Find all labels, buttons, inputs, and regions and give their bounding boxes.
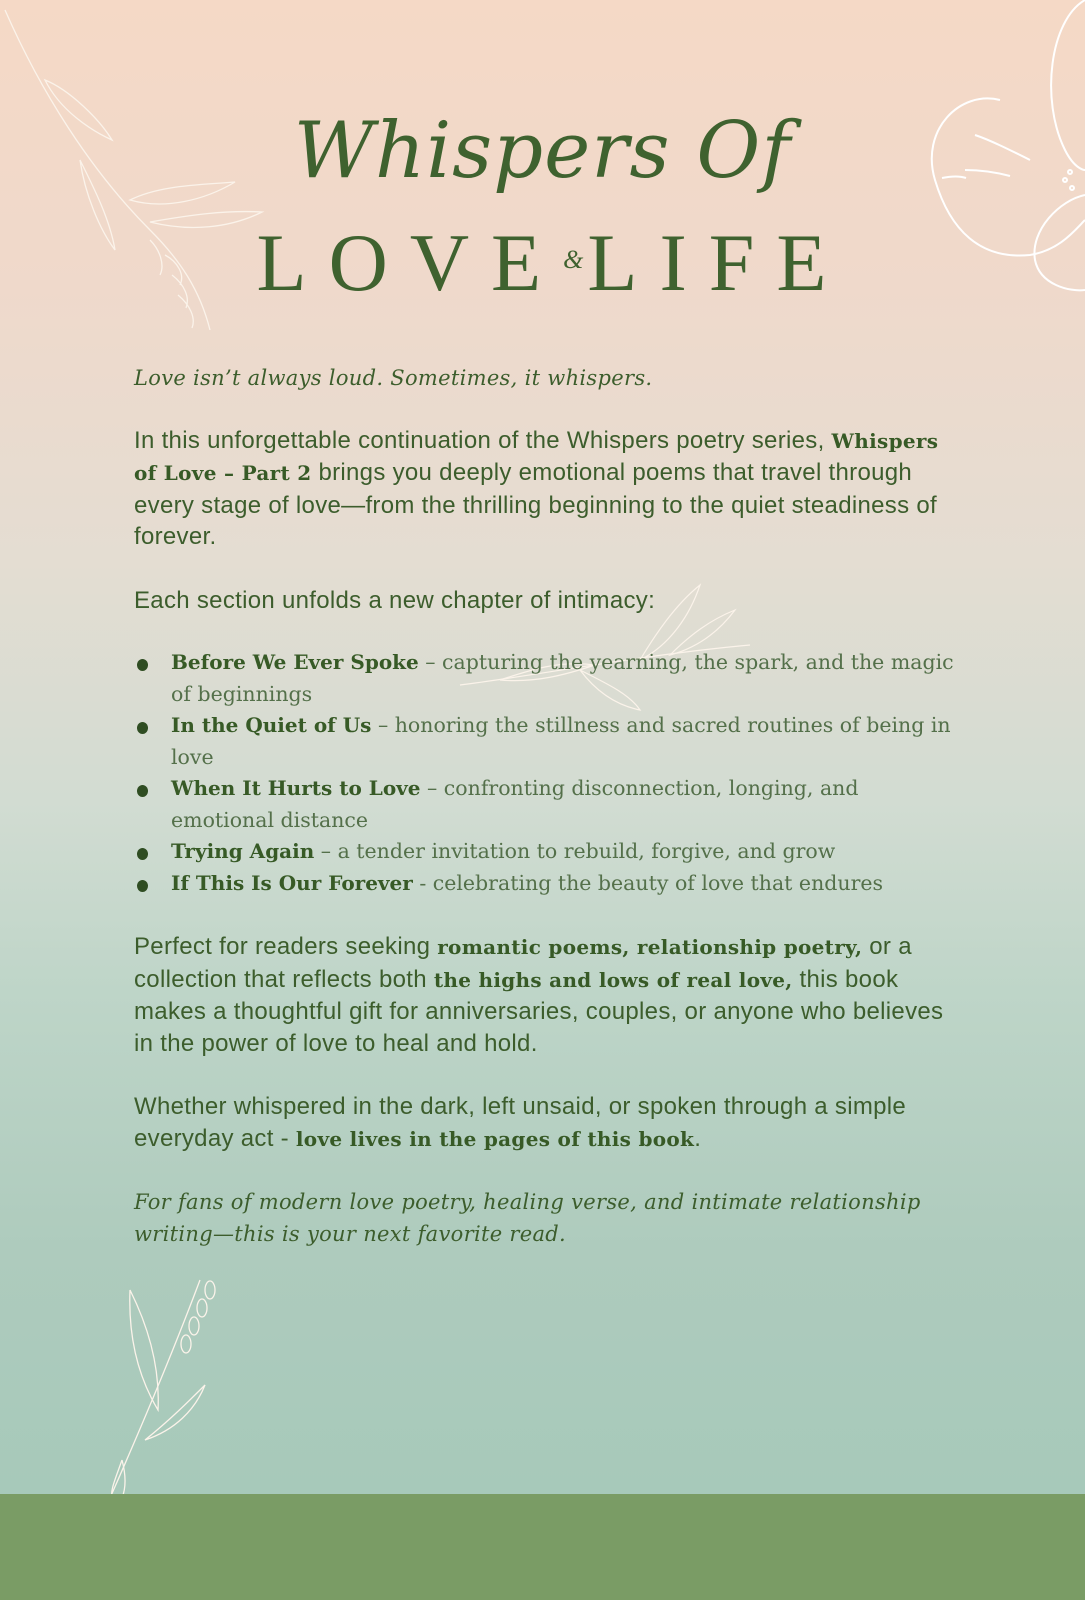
- book-title: [0, 106, 1085, 308]
- title-script-line: Whispers Of: [293, 106, 792, 196]
- lead-tagline: Love isn’t always loud. Sometimes, it whispers.: [134, 366, 653, 390]
- perfect-bold-1: romantic poems, relationship poetry,: [437, 935, 863, 959]
- list-item: [134, 710, 954, 773]
- section-title: If This Is Our Forever: [171, 870, 413, 895]
- list-item: [134, 773, 954, 836]
- section-title: Trying Again: [171, 839, 315, 863]
- whether-bold: love lives in the pages of this book: [295, 1126, 695, 1151]
- section-title: In the Quiet of Us: [171, 713, 372, 737]
- whether-paragraph: [134, 1091, 954, 1155]
- title-ampersand: &: [563, 245, 588, 274]
- list-item: [134, 647, 954, 710]
- title-life: LIFE: [587, 217, 849, 308]
- intro-book-name: Whispers of Love – Part 2: [134, 428, 939, 485]
- perfect-for-paragraph: [134, 931, 954, 1059]
- footer-band: [0, 1494, 1085, 1600]
- book-description: [134, 363, 954, 1250]
- intro-paragraph: [134, 425, 954, 553]
- title-love: LOVE: [256, 217, 564, 308]
- intro-text: In this unforgettable continuation of the Whispers poetry series,: [134, 426, 832, 454]
- perfect-bold-2: the highs and lows of real love,: [433, 967, 793, 992]
- perfect-text-end: this book makes a thoughtful gift for anniversaries, couples, or anyone who believes in the power of love to heal and hold.: [134, 965, 944, 1057]
- section-title: When It Hurts to Love: [171, 776, 421, 800]
- perfect-text-mid: or a collection that reflects both: [134, 933, 912, 993]
- whether-text-end: .: [694, 1124, 702, 1152]
- leaf-sprig-bottom-left-icon: [70, 1270, 290, 1500]
- section-desc: - celebrating the beauty of love that endures: [412, 870, 884, 895]
- whether-text: Whether whispered in the dark, left unsaid, or spoken through a simple everyday act -: [134, 1093, 907, 1152]
- section-title: Before We Ever Spoke: [171, 650, 419, 674]
- section-desc: – confronting disconnection, longing, and emotional distance: [171, 776, 859, 832]
- section-desc: – honoring the stillness and sacred routines of being in love: [171, 713, 951, 769]
- closing-line: For fans of modern love poetry, healing verse, and intimate relationship writing—this is your next favorite read.: [134, 1190, 921, 1246]
- list-item: [134, 836, 954, 868]
- intro-text-end: brings you deeply emotional poems that travel through every stage of love—from the thrilling beginning to the quiet steadiness of forever.: [134, 459, 937, 550]
- perfect-text: Perfect for readers seeking: [134, 933, 438, 960]
- title-caps-line: [0, 217, 1085, 308]
- section-desc: – a tender invitation to rebuild, forgive, and grow: [314, 839, 836, 863]
- sections-list: [134, 647, 954, 899]
- section-desc: – capturing the yearning, the spark, and the magic of beginnings: [171, 650, 954, 706]
- sections-intro: Each section unfolds a new chapter of intimacy:: [134, 586, 656, 614]
- list-item: [134, 868, 954, 900]
